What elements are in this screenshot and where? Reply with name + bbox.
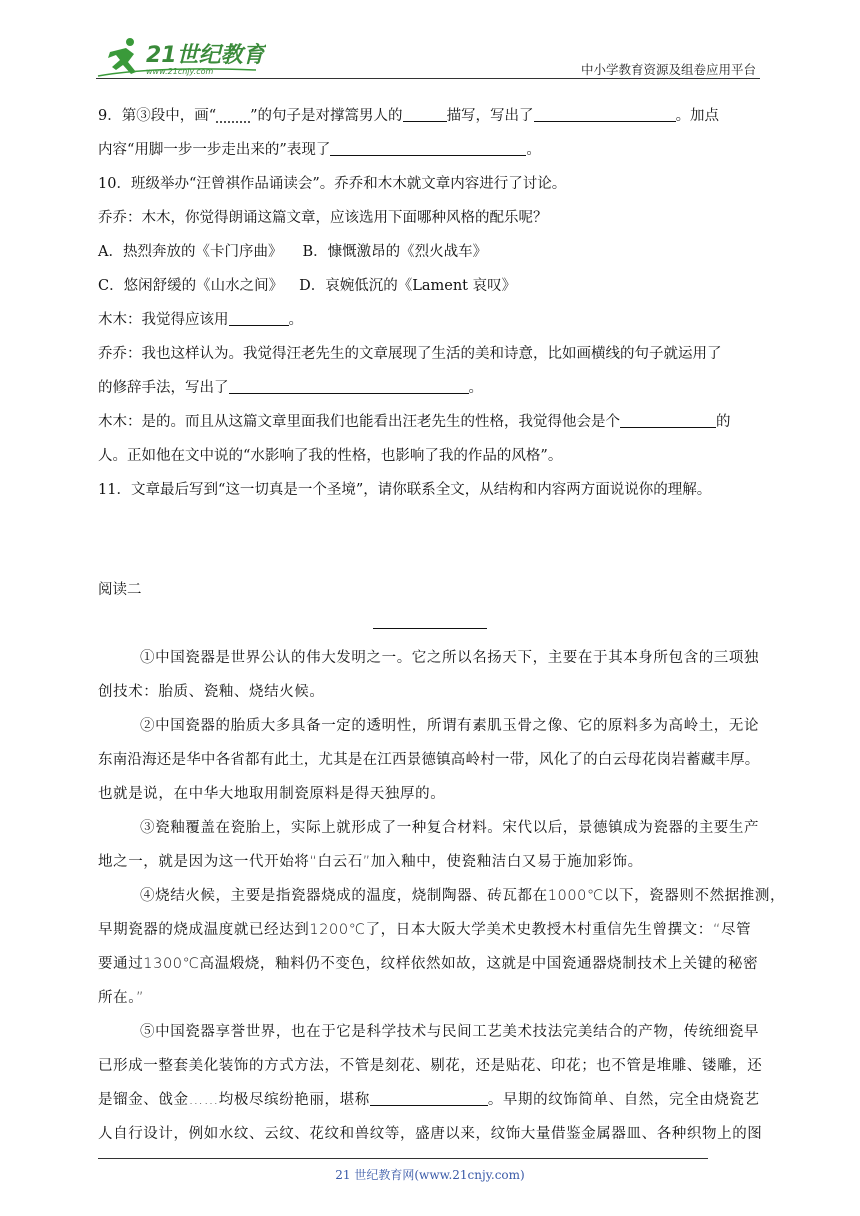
site-logo [96, 36, 266, 78]
paragraph-3-line2: 地之一，就是因为这一代开始将“白云石”加入釉中，使瓷釉洁白又易于施加彩饰。 [98, 854, 643, 870]
paragraph-5-line1: ⑤中国瓷器享誉世界，也在于它是科学技术与民间工艺美术技法完美结合的产物，传统细瓷早 [140, 1024, 760, 1040]
question-10-intro: 10．班级举办“汪曾祺作品诵读会”。乔乔和木木就文章内容进行了讨论。 [98, 176, 567, 192]
section-title-reading-2: 阅读二 [98, 582, 142, 598]
paragraph-1-line2: 创技术：胎质、瓷釉、烧结火候。 [98, 684, 325, 700]
answer-blank[interactable] [620, 413, 716, 428]
dialogue-mumu-2-cont: 人。正如他在文中说的“水影响了我的性格，也影响了我的作品的风格”。 [98, 448, 563, 464]
option-c[interactable]: C．悠闲舒缓的《山水之间》 [98, 278, 284, 294]
platform-name: 中小学教育资源及组卷应用平台 [580, 62, 756, 77]
logo-url: www.21cnjy.com [146, 67, 214, 76]
answer-blank[interactable] [330, 141, 526, 156]
question-9-line1: 9．第③段中，画“ ”的句子是对撑篙男人的 描写，写出了 。加点 [98, 108, 720, 124]
paragraph-4-line4: 所在。” [98, 990, 145, 1006]
header-divider [96, 78, 760, 79]
paragraph-5-line4: 人自行设计，例如水纹、云纹、花纹和兽纹等，盛唐以来，纹饰大量借鉴金属器皿、各种织物上的图 [98, 1126, 763, 1142]
paragraph-4-line3: 要通过1300℃高温煅烧，釉料仍不变色，纹样依然如故，这就是中国瓷通器烧制技术上关键的秘密 [98, 956, 759, 972]
paragraph-2-line1: ②中国瓷器的胎质大多具备一定的透明性，所谓有素肌玉骨之像、它的原料多为高岭土，无论 [140, 718, 760, 734]
article-title-blank[interactable] [373, 628, 487, 629]
option-d[interactable]: D．哀婉低沉的《Lament 哀叹》 [299, 278, 517, 294]
options-row-1 [98, 242, 762, 262]
answer-blank[interactable] [403, 107, 447, 122]
dialogue-qiaoqiao-2: 乔乔：我也这样认为。我觉得汪老先生的文章展现了生活的美和诗意，比如画横线的句子就运用了 [98, 346, 722, 362]
answer-blank[interactable] [534, 107, 676, 122]
answer-blank[interactable] [229, 379, 469, 394]
option-b[interactable]: B．慷慨激昂的《烈火战车》 [302, 244, 488, 260]
answer-blank[interactable] [370, 1091, 488, 1106]
paragraph-1-line1: ①中国瓷器是世界公认的伟大发明之一。它之所以名扬天下，主要在于其本身所包含的三项独 [140, 650, 760, 666]
paragraph-5-line2: 已形成一整套美化装饰的方式方法，不管是刻花、剔花，还是贴花、印花；也不管是堆雕、镂雕，还 [98, 1058, 763, 1074]
paragraph-2-line2: 东南沿海还是华中各省都有此土，尤其是在江西景德镇高岭村一带，风化了的白云母花岗岩蓄藏丰厚。 [98, 752, 760, 768]
dialogue-qiaoqiao-1: 乔乔：木木，你觉得朗诵这篇文章，应该选用下面哪种风格的配乐呢？ [98, 210, 548, 226]
logo-text: 21世纪教育 [146, 43, 265, 68]
paragraph-3-line1: ③瓷釉覆盖在瓷胎上，实际上就形成了一种复合材料。宋代以后，景德镇成为瓷器的主要生产 [140, 820, 760, 836]
answer-blank[interactable] [229, 311, 289, 326]
question-11: 11．文章最后写到“这一切真是一个圣境”，请你联系全文，从结构和内容两方面说说你的理解。 [98, 482, 712, 498]
options-row-2 [98, 276, 762, 296]
paragraph-2-line3: 也就是说，在中华大地取用制瓷原料是得天独厚的。 [98, 786, 446, 802]
wavy-underline-icon [216, 109, 250, 123]
paragraph-5-line3: 是镏金、戗金……均极尽缤纷艳丽，堪称 。早期的纹饰简单、自然，完全由烧瓷艺 [98, 1092, 760, 1108]
dialogue-mumu-2: 木木：是的。而且从这篇文章里面我们也能看出汪老先生的性格，我觉得他会是个 的 [98, 414, 731, 430]
footer-divider [98, 1158, 708, 1159]
paragraph-4-line1: ④烧结火候，主要是指瓷器烧成的温度，烧制陶器、砖瓦都在1000℃以下，瓷器则不然据推测， [140, 888, 786, 904]
paragraph-4-line2: 早期瓷器的烧成温度就已经达到1200℃了，日本大阪大学美术史教授木村重信先生曾撰文：“尽管 [98, 922, 752, 938]
dialogue-mumu-1: 木木：我觉得应该用 。 [98, 312, 303, 328]
question-9-line2: 内容“用脚一步一步走出来的”表现了 。 [98, 142, 541, 158]
page-footer[interactable]: 21 世纪教育网(www.21cnjy.com) [335, 1168, 525, 1182]
dialogue-qiaoqiao-2-cont: 的修辞手法，写出了 。 [98, 380, 483, 396]
page-header [96, 28, 760, 80]
option-a[interactable]: A．热烈奔放的《卡门序曲》 [98, 244, 283, 260]
